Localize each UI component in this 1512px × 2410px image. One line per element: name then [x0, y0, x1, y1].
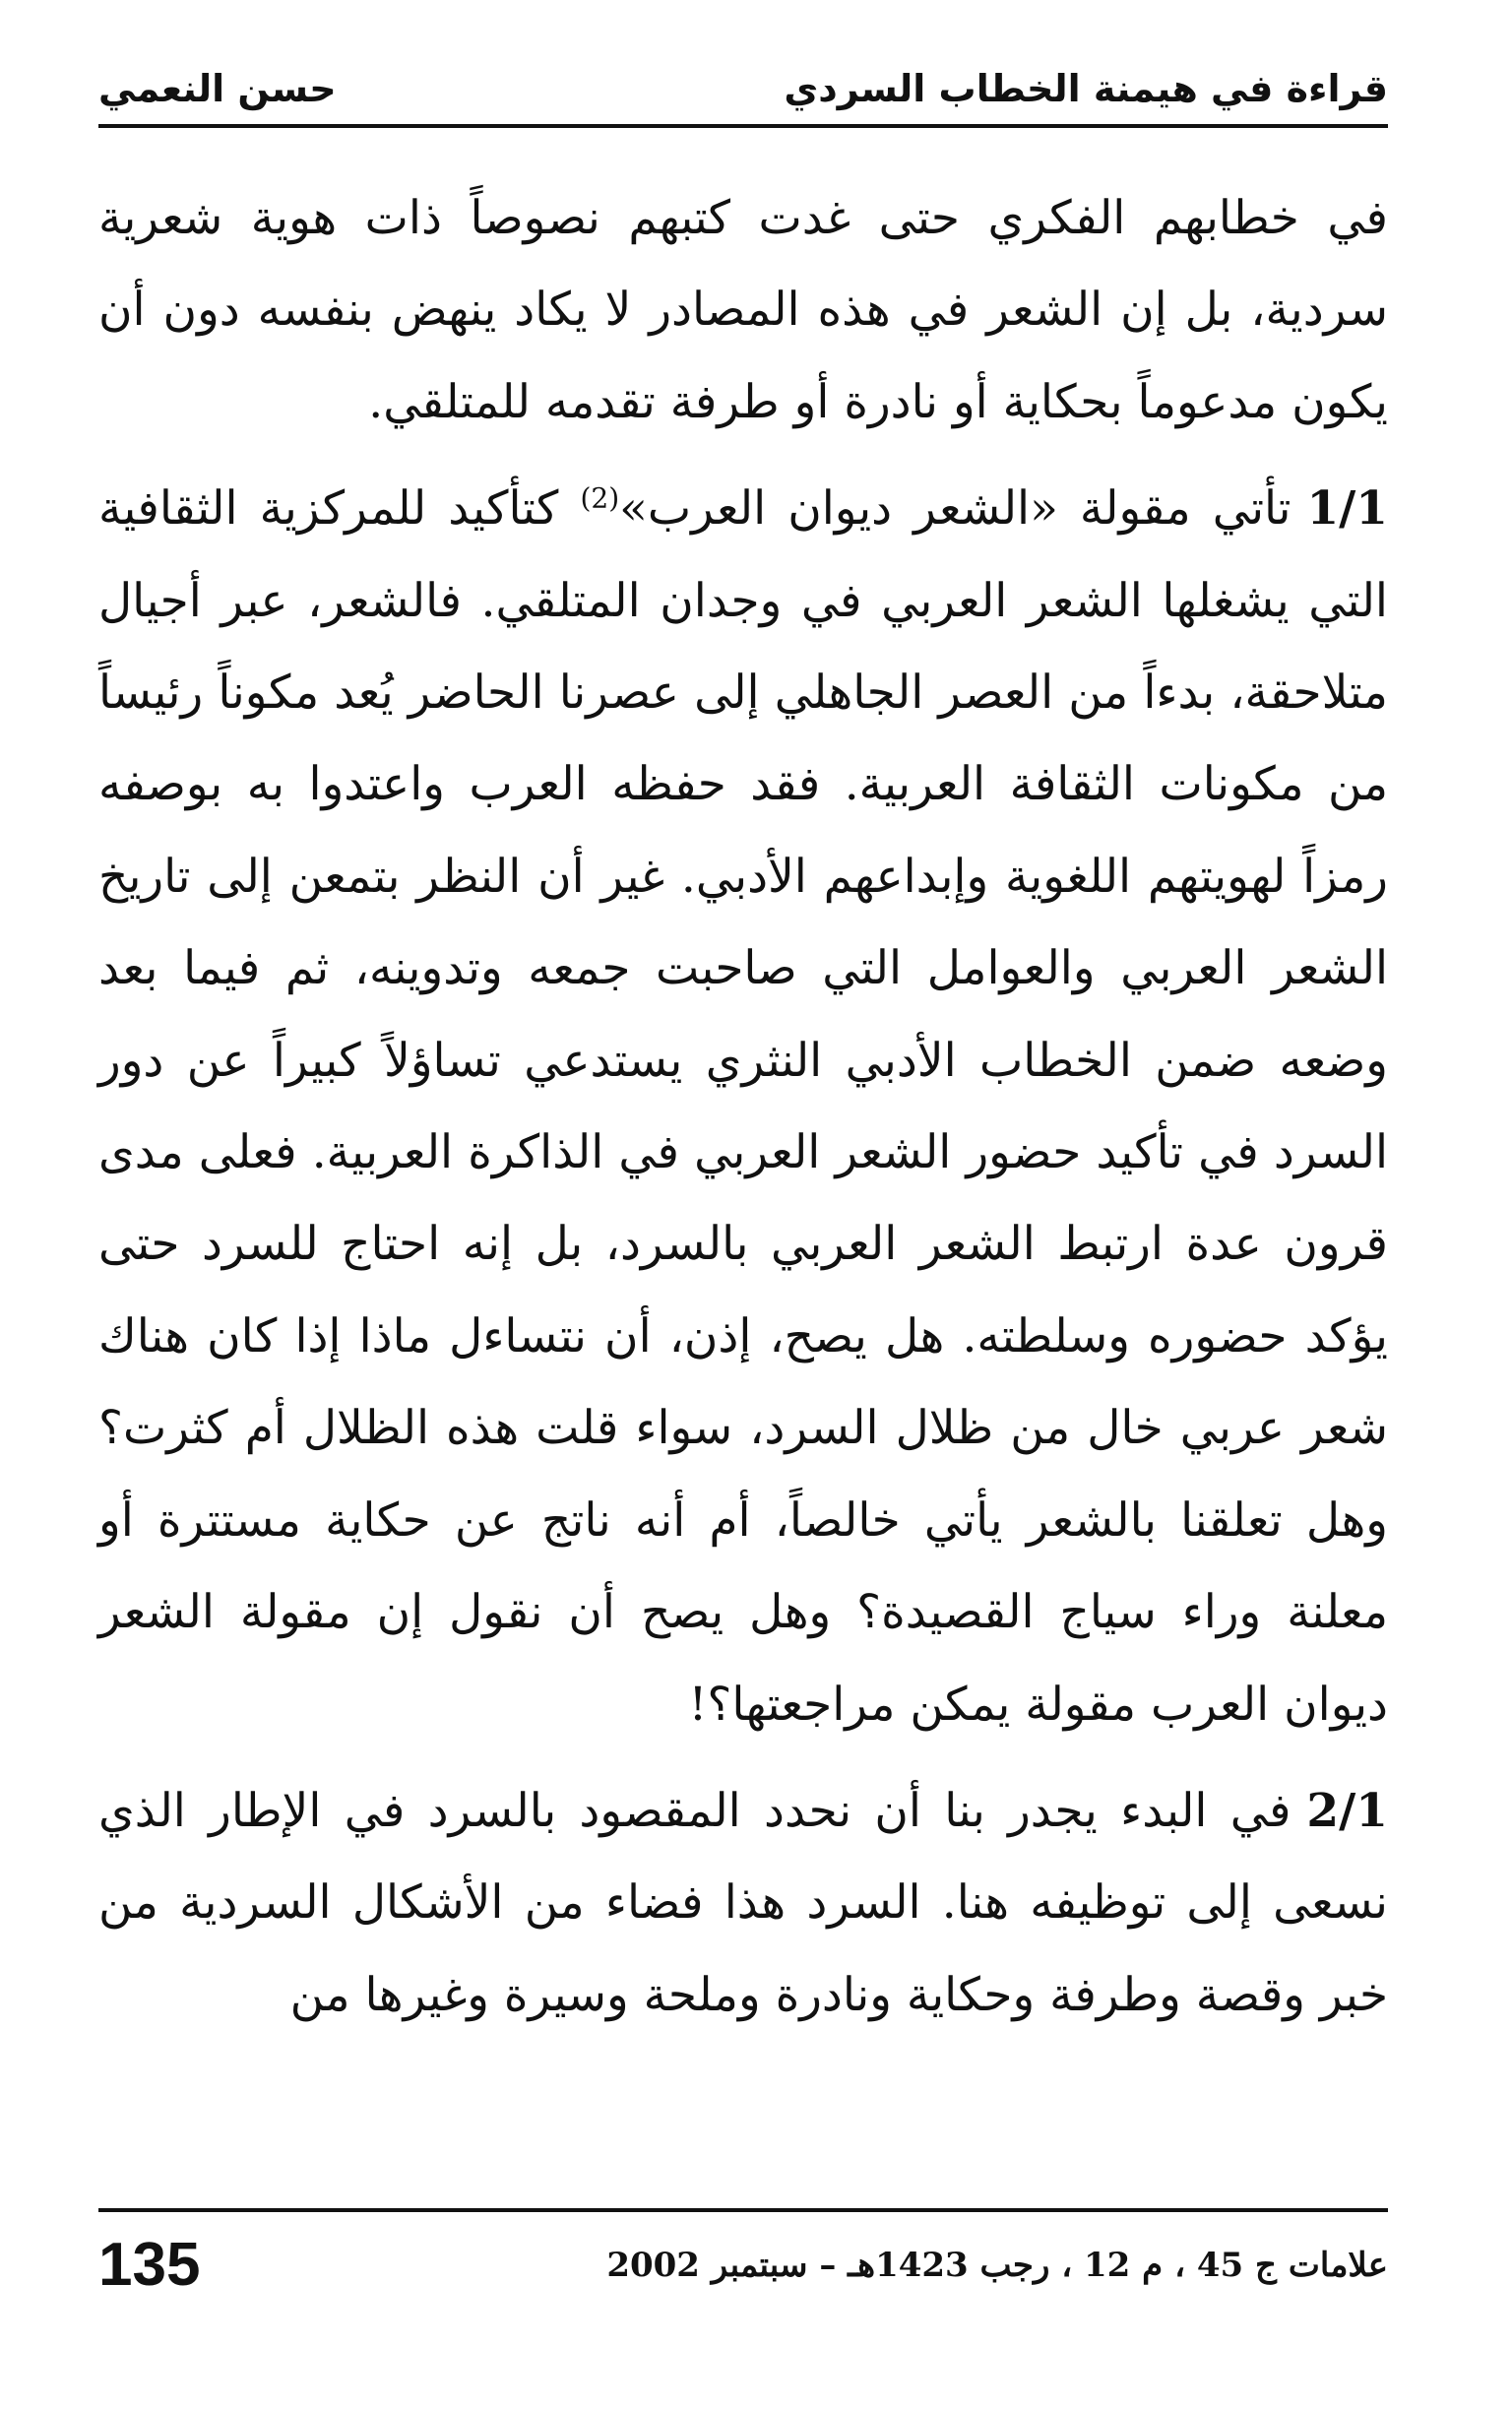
paragraph-text: تأتي مقولة «الشعر ديوان العرب» — [619, 481, 1292, 537]
paragraph-2-1 — [98, 1765, 1388, 2041]
paragraph-text: في البدء يجدر بنا أن نحدد المقصود بالسرد في الإطار الذي نسعى إلى توظيفه هنا. السرد هذا فضاء من الأشكال السردية من خبر وقصة وطرفة وحكاية ونادرة وملحة وسيرة وغيرها من — [98, 1783, 1388, 2022]
footer-rule — [98, 2208, 1388, 2212]
author-name: حسن النعمي — [98, 67, 337, 110]
paragraph-continuation — [98, 172, 1388, 448]
paragraph-number: 2/1 — [1306, 1783, 1388, 1838]
footnote-ref: (2) — [580, 481, 620, 515]
page-number: 135 — [98, 2231, 201, 2299]
running-footer — [98, 2230, 1388, 2300]
running-header — [98, 39, 1388, 128]
article-title: قراءة في هيمنة الخطاب السردي — [784, 67, 1388, 110]
paragraph-text: كتأكيد للمركزية الثقافية التي يشغلها الشعر العربي في وجدان المتلقي. فالشعر، عبر أجيال متلاحقة، بدءاً من العصر الجاهلي إلى عصرنا الحاضر يُعد مكوناً رئيساً من مكونات الثقافة العربية. فقد حفظه العرب واعتدوا به بوصفه رمزاً لهويتهم اللغوية وإبداعهم الأدبي. غير أن النظر بتمعن إلى تاريخ الشعر العربي والعوامل التي صاحبت جمعه وتدوينه، ثم فيما بعد وضعه ضمن الخطاب الأدبي النثري يستدعي تساؤلاً كبيراً عن دور السرد في تأكيد حضور الشعر العربي في الذاكرة العربية. فعلى مدى قرون عدة ارتبط الشعر العربي بالسرد، بل إنه احتاج للسرد حتى يؤكد حضوره وسلطته. هل يصح، إذن، أن نتساءل ماذا إذا كان هناك شعر عربي خال من ظلال السرد، سواء قلت هذه الظلال أم كثرت؟ وهل تعلقنا بالشعر يأتي خالصاً، أم أنه ناتج عن حكاية مستترة أو معلنة وراء سياج القصيدة؟ وهل يصح أن نقول إن مقولة الشعر ديوان العرب مقولة يمكن مراجعتها؟! — [98, 481, 1388, 1732]
paragraph-1-1 — [98, 463, 1388, 1750]
document-page — [98, 39, 1388, 2363]
journal-info: علامات ج 45 ، م 12 ، رجب 1423هـ – سبتمبر 2002 — [606, 2245, 1388, 2285]
body-text — [98, 172, 1388, 2041]
paragraph-number: 1/1 — [1306, 481, 1389, 537]
paragraph-text: في خطابهم الفكري حتى غدت كتبهم نصوصاً ذات هوية شعرية سردية، بل إن الشعر في هذه المصادر لا يكاد ينهض بنفسه دون أن يكون مدعوماً بحكاية أو نادرة أو طرفة تقدمه للمتلقي. — [98, 191, 1388, 429]
